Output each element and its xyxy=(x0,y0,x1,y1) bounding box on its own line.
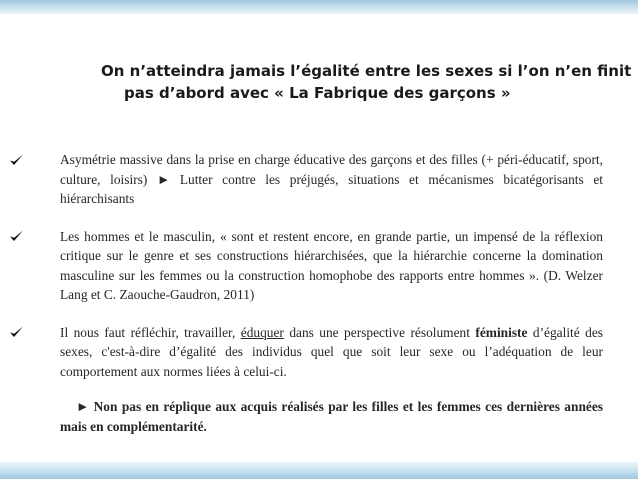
conclusion-text: ► Non pas en réplique aux acquis réalisés par les filles et les femmes ces dernières années mais en complémentarité. xyxy=(60,399,603,434)
bullet-text-end: d’égalité des sexes, c'est-à-dire d’égalité des individus quel que soit leur sexe ou l’adéquation de leur comportement aux normes liées à celui-ci. xyxy=(60,324,604,379)
bullet-item-asymetrie xyxy=(8,150,603,209)
bullet-text-start: Il nous faut réfléchir, travailler, xyxy=(60,324,241,340)
bullet-item-hommes-masculin xyxy=(8,227,603,305)
bullet-list xyxy=(8,150,603,399)
slide-title-line-2: pas d’abord avec « La Fabrique des garçons » xyxy=(124,84,511,102)
bullet-text xyxy=(60,323,603,382)
bottom-decorative-band xyxy=(0,462,638,479)
checkmark-bullet-icon xyxy=(9,323,24,343)
underlined-word: éduquer xyxy=(240,324,284,340)
checkmark-bullet-icon xyxy=(9,150,24,170)
bold-word: féministe xyxy=(475,324,528,340)
bullet-text-middle: dans une perspective résolument xyxy=(283,324,476,340)
bullet-item-reflechir xyxy=(8,323,603,382)
bullet-text: Asymétrie massive dans la prise en charge éducative des garçons et des filles (+ péri-éducatif, sport, culture, loisirs) ► Lutter contre les préjugés, situations et mécanismes bicatégorisants et hiérarchisants xyxy=(60,152,603,206)
top-decorative-band xyxy=(0,0,638,14)
slide-title xyxy=(40,60,638,104)
bullet-text: Les hommes et le masculin, « sont et restent encore, en grande partie, un impensé de la réflexion critique sur le genre et ses constructions hiérarchisées, que la hiérarchie concerne la domination masculine sur les femmes ou la construction homophobe des rapports entre hommes ». (D. Welzer Lang et C. Zaouche-Gaudron, 2011) xyxy=(60,228,603,302)
slide-title-line-1: On n’atteindra jamais l’égalité entre les sexes si l’on n’en finit xyxy=(101,62,632,80)
checkmark-bullet-icon xyxy=(9,227,24,247)
